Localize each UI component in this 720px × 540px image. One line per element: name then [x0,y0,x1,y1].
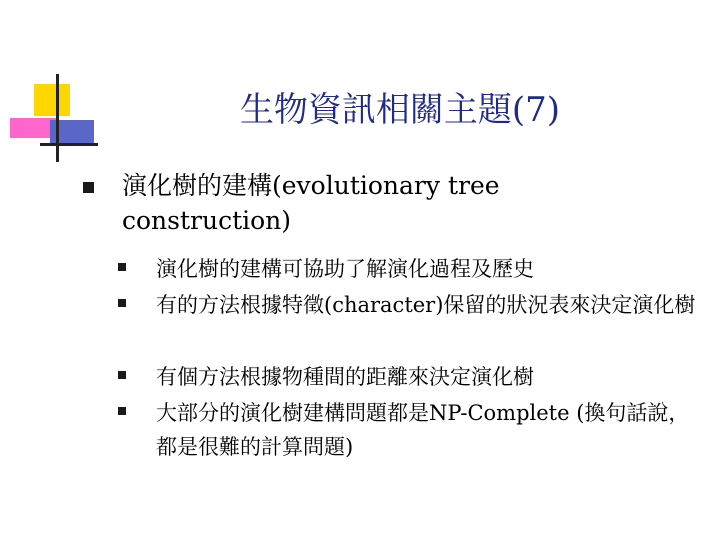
sub-bullet-text: 有個方法根據物種間的距離來決定演化樹 [156,365,534,389]
sub-bullet-text: 有的方法根據特徵(character)保留的狀況表來決定演化樹 [156,293,696,317]
logo-horizontal-line [40,143,98,146]
square-bullet-icon [83,182,94,193]
main-bullet-text: 演化樹的建構(evolutionary tree construction) [122,171,500,235]
logo-yellow-square [34,84,70,116]
square-bullet-icon [118,371,126,379]
sub-bullet-text: 大部分的演化樹建構問題都是NP-Complete (換句話說，都是很難的計算問題) [156,401,690,459]
square-bullet-icon [118,407,126,415]
decorative-logo [0,0,100,170]
square-bullet-icon [118,299,126,307]
logo-vertical-line [56,74,59,162]
square-bullet-icon [118,263,126,271]
sub-bullet-text: 演化樹的建構可協助了解演化過程及歷史 [156,257,534,281]
slide-title: 生物資訊相關主題(7) [239,90,561,130]
